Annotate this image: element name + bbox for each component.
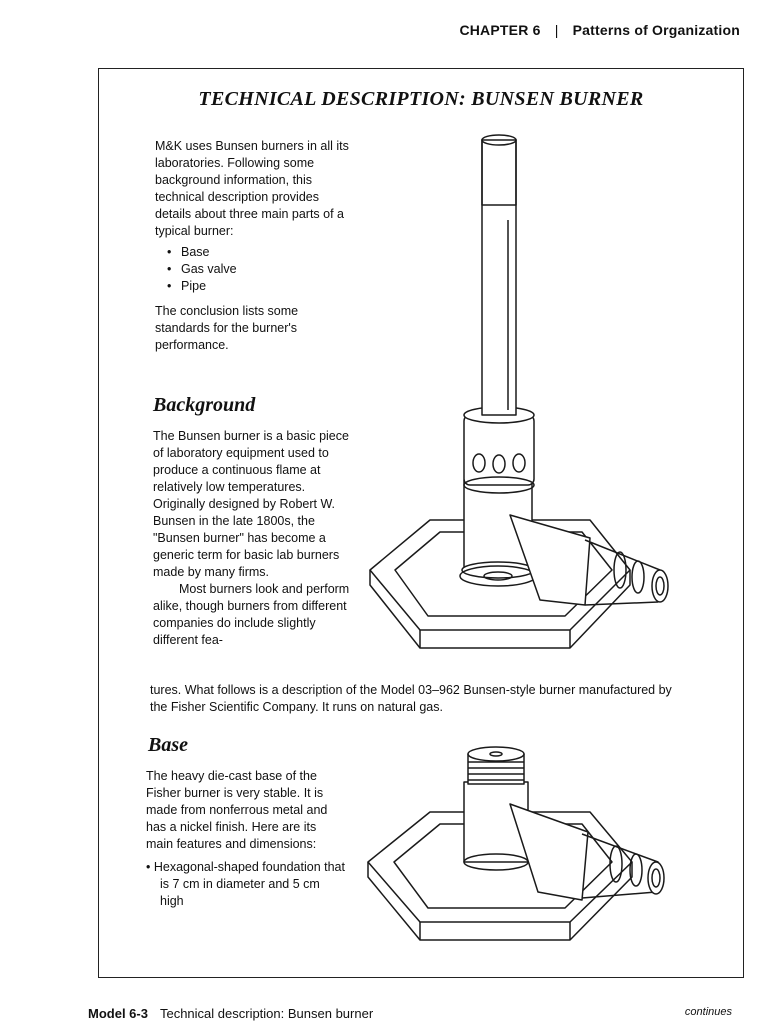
base-block <box>146 768 346 910</box>
model-label: Model 6-3 <box>88 1006 148 1021</box>
background-block <box>153 428 353 649</box>
parts-list <box>155 244 355 295</box>
chapter-label: CHAPTER 6 <box>459 22 541 38</box>
background-paragraph-2-continued: tures. What follows is a description of the Model 03–962 Bunsen-style burner manufactured by the Fisher Scientific Company. It runs on natural gas. <box>150 683 672 714</box>
running-header <box>0 22 740 38</box>
background-paragraph-2: Most burners look and perform alike, though burners from different companies do include slightly different fea- <box>153 582 350 647</box>
section-label: Patterns of Organization <box>572 22 740 38</box>
caption-text: Technical description: Bunsen burner <box>159 1006 374 1021</box>
burner-base-illustration <box>360 742 680 952</box>
figure-caption <box>88 1006 373 1021</box>
list-item: • Gas valve <box>181 261 355 278</box>
page-title: TECHNICAL DESCRIPTION: BUNSEN BURNER <box>198 88 644 110</box>
background-heading: Background <box>153 394 256 416</box>
list-item: • Pipe <box>181 278 355 295</box>
base-bullet: • Hexagonal-shaped foundation that is 7 cm in diameter and 5 cm high <box>146 860 345 908</box>
intro-paragraph: M&K uses Bunsen burners in all its laboratories. Following some background information, this technical description provides details about three main parts of a typical burner: <box>155 139 349 238</box>
continues-note: continues <box>684 1006 732 1018</box>
base-heading: Base <box>148 734 188 756</box>
list-item: • Base <box>181 244 355 261</box>
intro-block <box>155 138 355 354</box>
bunsen-burner-illustration <box>360 130 680 670</box>
intro-conclusion: The conclusion lists some standards for the burner's performance. <box>155 304 299 352</box>
header-divider: | <box>554 22 559 38</box>
base-paragraph: The heavy die-cast base of the Fisher burner is very stable. It is made from nonferrous metal and has a nickel finish. Here are its main features and dimensions: <box>146 769 328 851</box>
background-wide-block <box>150 682 690 716</box>
background-paragraph-1: The Bunsen burner is a basic piece of laboratory equipment used to produce a continuous flame at relatively low temperatures. Originally designed by Robert W. Bunsen in the late 1800s, the "Bunsen burner" has become a generic term for basic lab burners made by many firms. <box>153 429 349 579</box>
